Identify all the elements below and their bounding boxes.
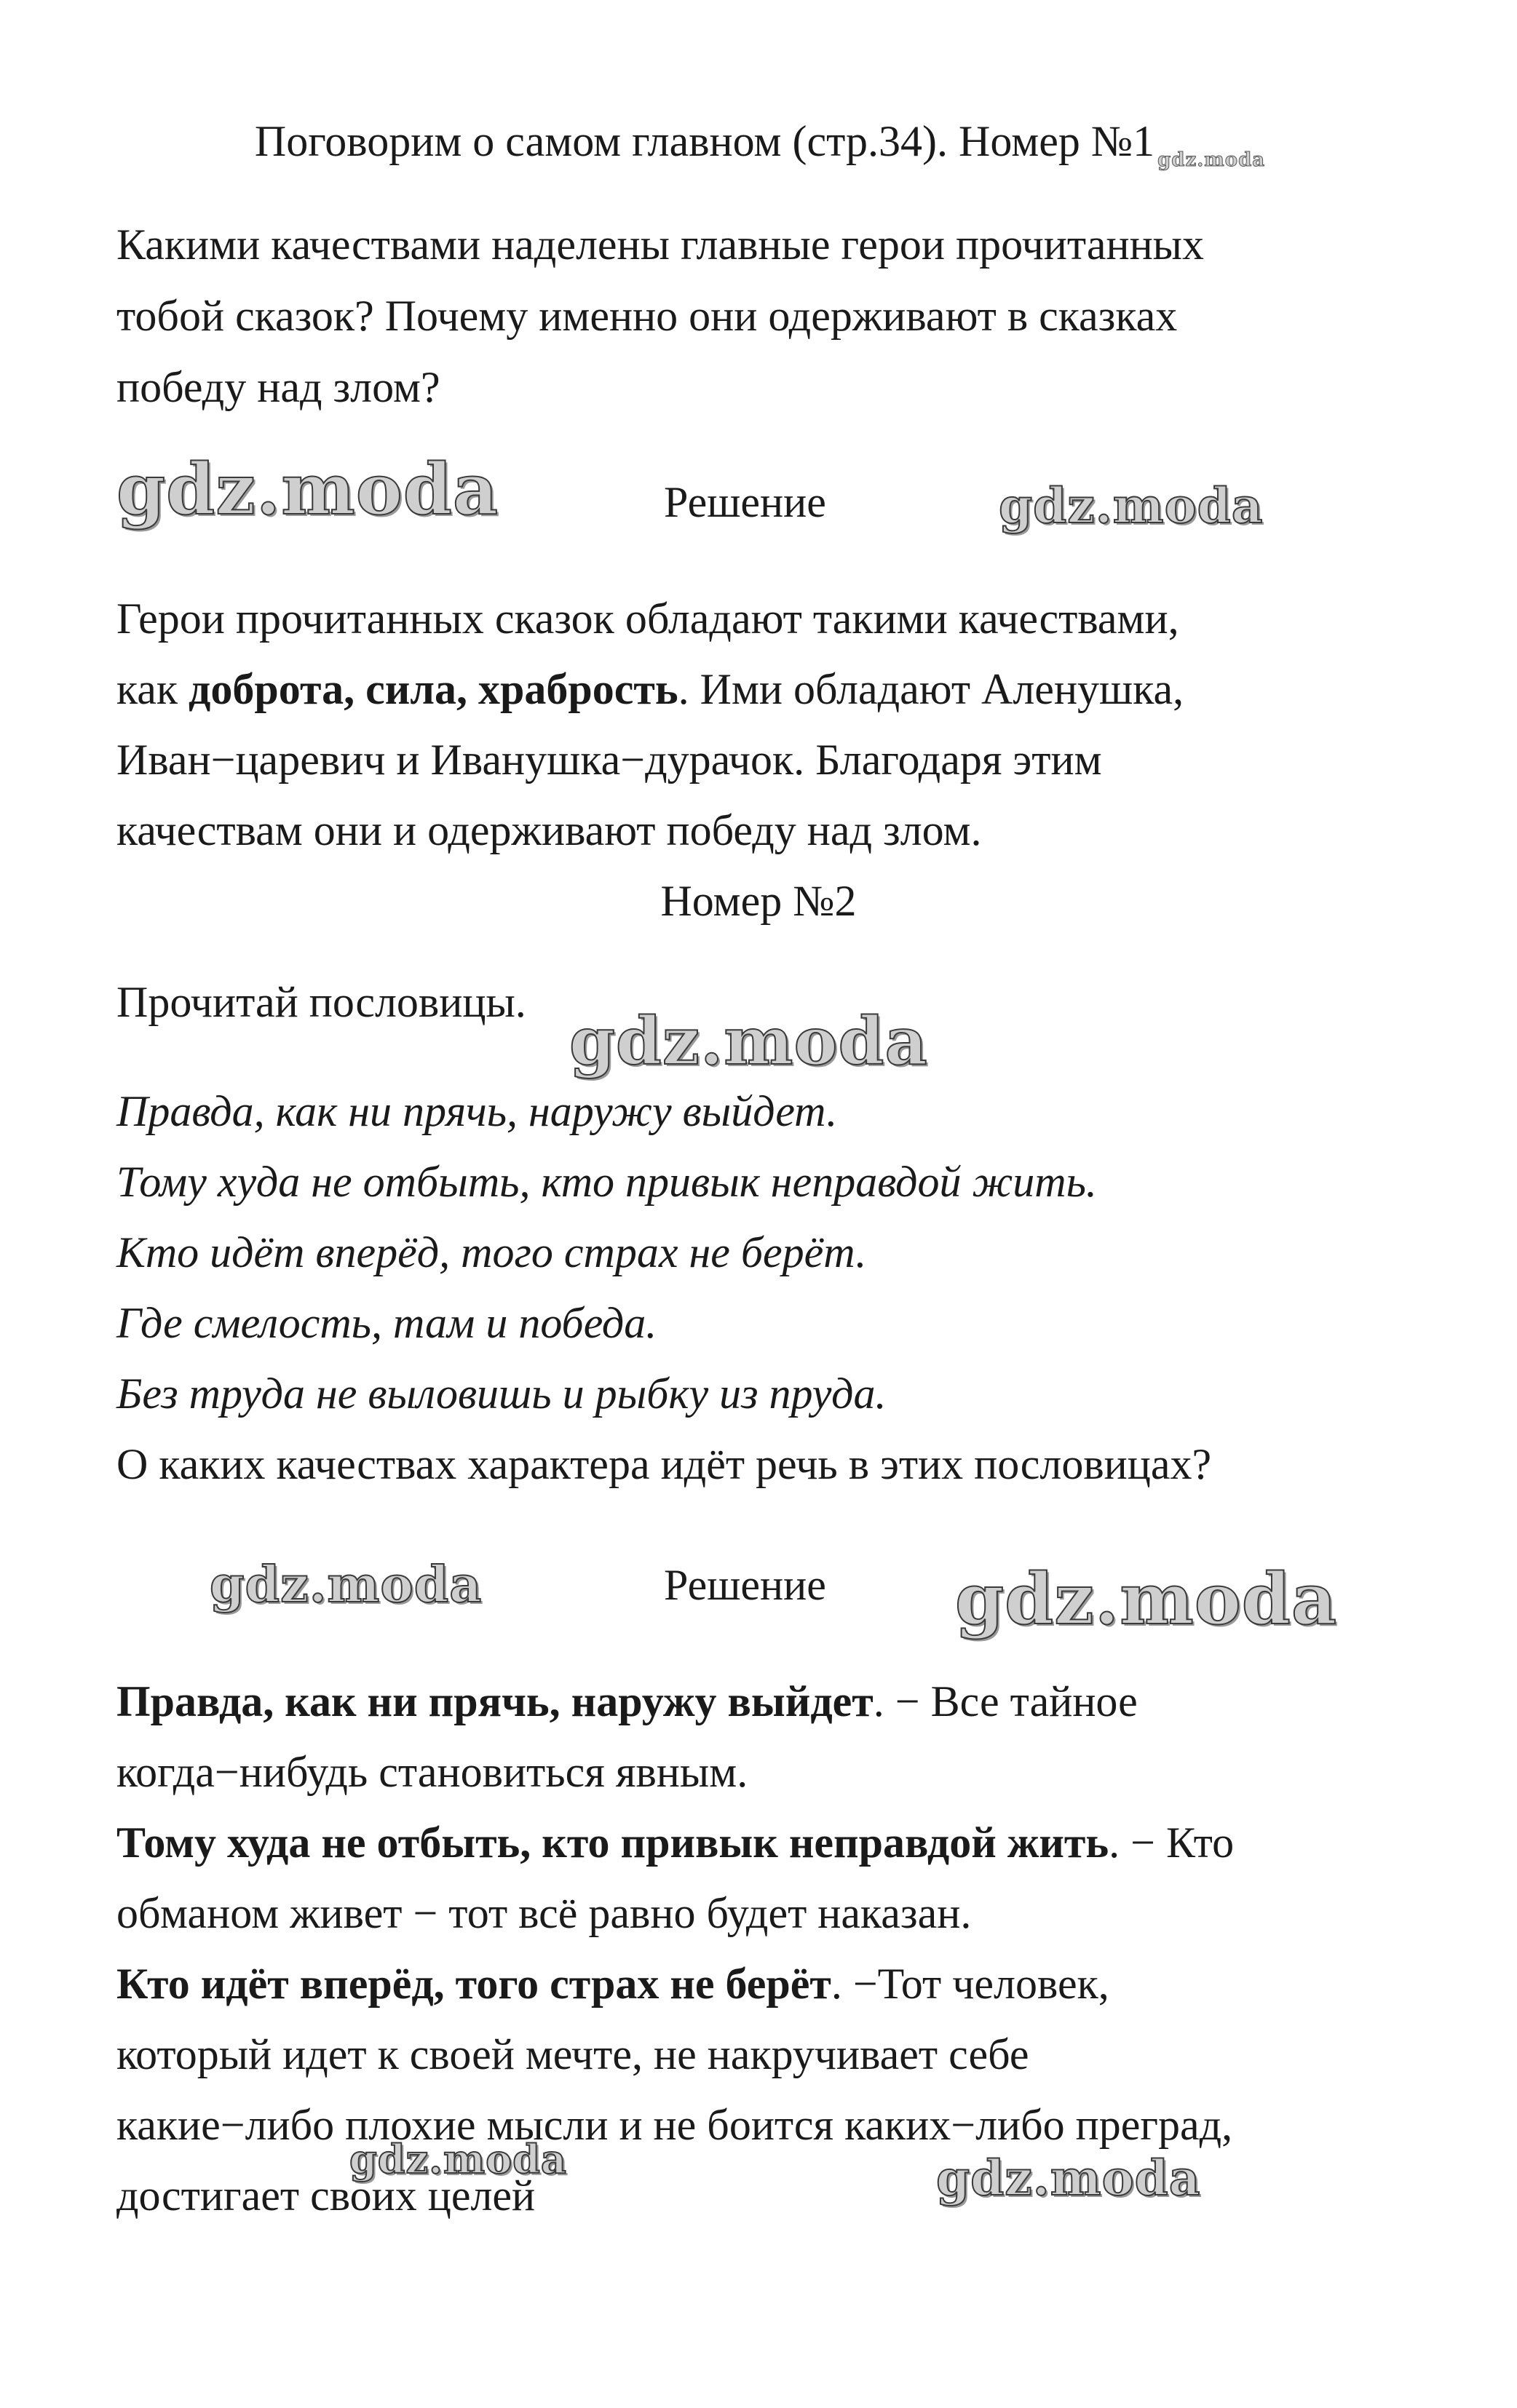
answer-2-item-3-line-3: какие−либо плохие мысли и не боится каких−либо преград, [116, 2101, 1233, 2149]
answer-2-item-3-line-4: достигает своих целей [116, 2171, 536, 2220]
answer-2-item-1-line-1 [116, 1677, 1138, 1725]
watermark-logo: gdz.moda [936, 2150, 1201, 2206]
answer-2-item-2-line-1 [116, 1819, 1235, 1867]
answer-2-item-3-line-1 [116, 1962, 1109, 2006]
question-1-line-3: победу над злом? [116, 363, 440, 411]
proverb: Где смелость, там и победа. [116, 1299, 657, 1347]
title-text: Поговорим о самом главном (стр.34). Номер №1 [254, 117, 1155, 165]
answer-1-line-4: качествам они и одерживают победу над злом. [116, 806, 982, 854]
proverb: Правда, как ни прячь, наружу выйдет. [116, 1087, 838, 1135]
answer-2-text: . −Тот человек, [831, 1960, 1109, 2008]
proverb: Кто идёт вперёд, того страх не берёт. [116, 1228, 867, 1276]
proverb: Тому худа не отбыть, кто привык неправдой жить. [116, 1158, 1097, 1206]
watermark-logo: gdz.moda [955, 1558, 1338, 1640]
answer-2-bold-proverb: Кто идёт вперёд, того страх не берёт [116, 1960, 831, 2008]
page-title [0, 117, 1517, 171]
answer-2-item-3-line-2: который идет к своей мечте, не накручивает себе [116, 2030, 1029, 2078]
answer-1-text: . Ими обладают Аленушка, [678, 665, 1184, 713]
answer-2-item-1-line-2: когда−нибудь становиться явным. [116, 1748, 748, 1796]
question-1-line-1: Какими качествами наделены главные герои прочитанных [116, 220, 1204, 269]
watermark-logo: gdz.moda [999, 477, 1264, 534]
answer-1-bold-qualities: доброта, сила, храбрость [189, 665, 678, 713]
question-2-intro: Прочитай пословицы. [116, 978, 526, 1026]
answer-2-bold-proverb: Тому худа не отбыть, кто привык неправдой жить [116, 1819, 1109, 1867]
answer-2-text: . − Все тайное [873, 1677, 1138, 1725]
question-2-question: О каких качествах характера идёт речь в этих пословицах? [116, 1440, 1212, 1488]
watermark-logo: gdz.moda [210, 1556, 483, 1614]
question-1-line-2: тобой сказок? Почему именно они одерживают в сказках [116, 292, 1178, 340]
watermark-logo: gdz.moda [349, 2136, 567, 2182]
answer-1-line-2 [116, 667, 1184, 711]
answer-1-text: как [116, 665, 189, 713]
watermark-logo: gdz.moda [1157, 149, 1266, 171]
answer-2-item-2-line-2: обманом живет − тот всё равно будет наказан. [116, 1889, 972, 1937]
proverb: Без труда не выловишь и рыбку из пруда. [116, 1370, 887, 1418]
solution-label: Решение [664, 1561, 826, 1609]
watermark-logo: gdz.moda [569, 1003, 928, 1080]
watermark-logo: gdz.moda [116, 448, 499, 531]
answer-2-bold-proverb: Правда, как ни прячь, наружу выйдет [116, 1677, 874, 1725]
solution-label: Решение [664, 478, 826, 526]
answer-1-line-1: Герои прочитанных сказок обладают такими качествами, [116, 595, 1179, 643]
answer-1-line-3: Иван−царевич и Иванушка−дурачок. Благодаря этим [116, 736, 1102, 784]
question-2-heading: Номер №2 [660, 877, 857, 925]
answer-2-text: . − Кто [1109, 1819, 1235, 1867]
